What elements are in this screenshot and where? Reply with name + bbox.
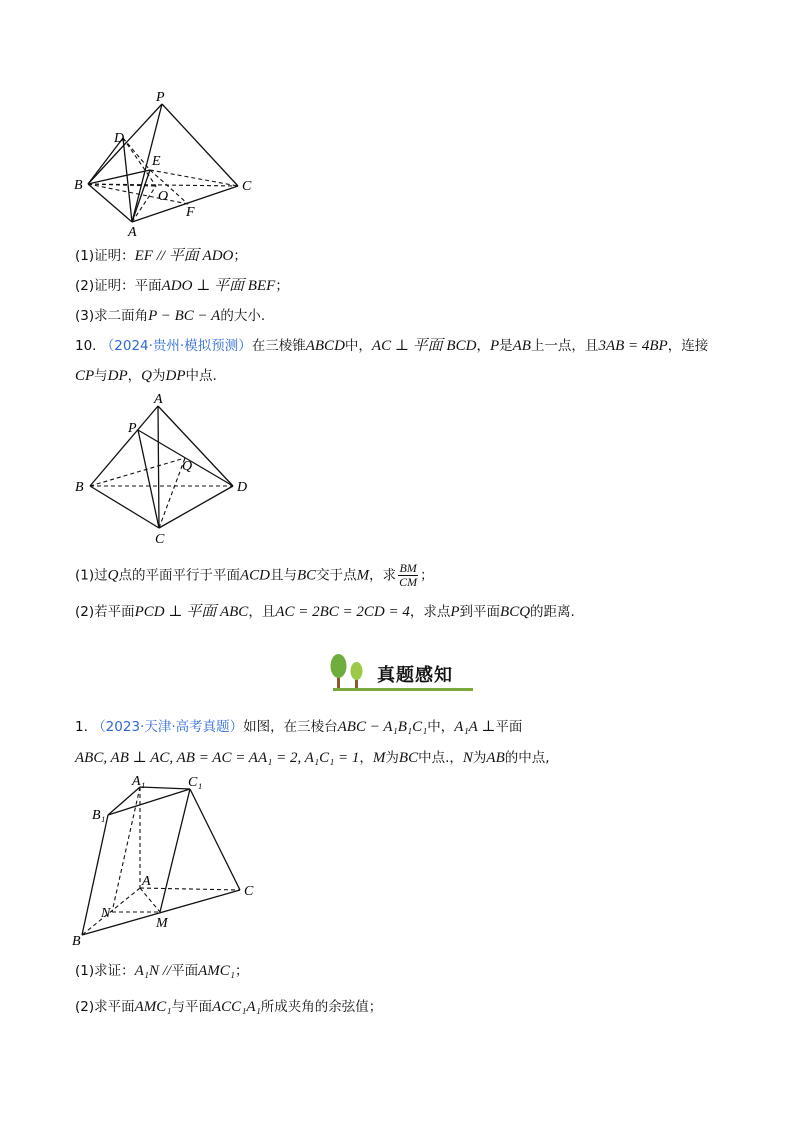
label-N: N — [101, 906, 111, 921]
section-banner — [325, 652, 475, 692]
q9-part1: (1)证明：EF // 平面 ADO； — [75, 248, 247, 264]
label-C: C — [244, 884, 254, 899]
q1-stem-line2: ABC, AB ⊥ AC, AB = AC = AA₁ = 2, A₁C₁ = 1，M为BC中点.，N为AB的中点, — [75, 750, 550, 766]
label-D: D — [114, 131, 125, 146]
label-Q: Q — [182, 459, 193, 474]
banner-underline — [333, 688, 473, 691]
q10-source: （2024·贵州·模拟预测） — [100, 338, 252, 354]
fraction-bm-cm: $\frac{BM}{CM}$ — [399, 561, 418, 589]
q10-part1: (1)过Q点的平面平行于平面ACD且与BC交于点M，求 $\frac{BM}{CM}$ ； — [75, 561, 434, 589]
q9-part3: (3)求二面角P − BC − A的大小. — [75, 308, 266, 324]
label-B: B — [75, 480, 84, 495]
label-A: A — [128, 225, 137, 240]
q1-part1: (1)求证：A₁N //平面AMC₁； — [75, 963, 249, 979]
label-D: D — [237, 480, 248, 495]
label-C1: C₁ — [188, 775, 203, 790]
figure-pyramid-pbca — [70, 90, 270, 240]
q1-part2: (2)求平面AMC₁与平面ACC₁A₁所成夹角的余弦值； — [75, 999, 383, 1015]
figure-tetrahedron-abcd — [70, 392, 270, 552]
q10-stem-line1: 10. （2024·贵州·模拟预测）在三棱锥ABCD中，AC ⊥ 平面 BCD，P是AB上一点，且3AB = 4BP，连接 — [75, 338, 709, 354]
label-C: C — [242, 179, 252, 194]
label-M: M — [156, 916, 168, 931]
label-B: B — [72, 934, 81, 949]
q9-part2: (2)证明：平面ADO ⊥ 平面 BEF； — [75, 278, 289, 294]
banner-title: 真题感知 — [377, 665, 453, 686]
label-E: E — [152, 154, 161, 169]
label-B1: B₁ — [92, 808, 106, 823]
label-A1: A₁ — [132, 774, 146, 789]
label-P: P — [156, 90, 165, 105]
q1-source: （2023·天津·高考真题） — [92, 719, 244, 735]
label-A: A — [154, 392, 163, 407]
label-C: C — [155, 532, 165, 547]
figure-frustum — [70, 775, 270, 950]
label-A: A — [142, 874, 151, 889]
label-P: P — [128, 421, 137, 436]
label-B: B — [74, 178, 83, 193]
q10-stem-line2: CP与DP，Q为DP中点. — [75, 368, 217, 384]
tree-icon — [325, 652, 369, 692]
q1-stem-line1: 1. （2023·天津·高考真题）如图，在三棱台ABC − A₁B₁C₁中，A₁A ⊥平面 — [75, 719, 523, 735]
label-F: F — [186, 205, 195, 220]
q10-part2: (2)若平面PCD ⊥ 平面 ABC，且AC = 2BC = 2CD = 4，求点P到平面BCQ的距离. — [75, 604, 575, 620]
label-O: O — [158, 189, 169, 204]
